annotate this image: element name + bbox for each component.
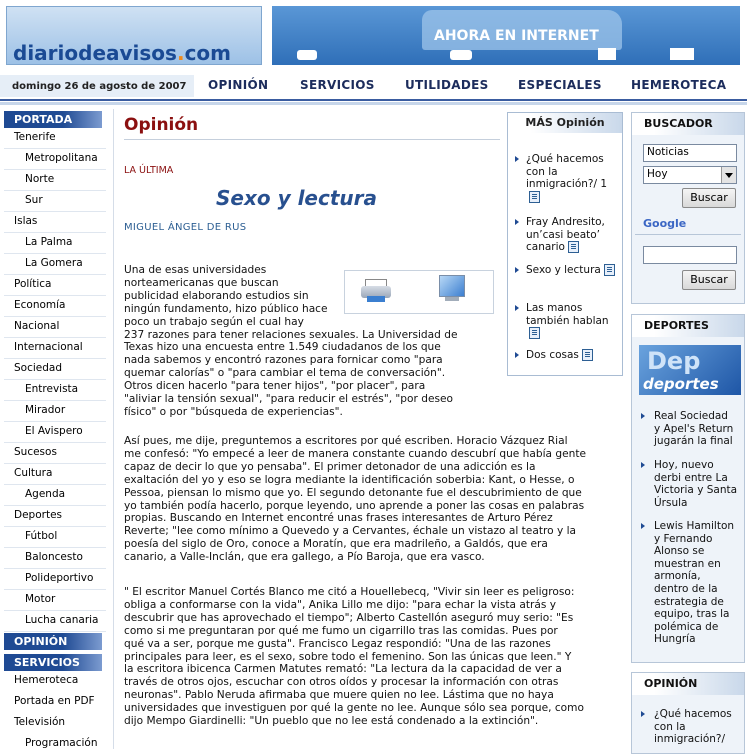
divider [0,99,747,101]
document-icon[interactable] [529,327,540,339]
bullet-icon [515,352,519,358]
link-line: Hoy, nuevo [654,459,714,471]
link-text: también hablan [526,314,609,327]
nav-item-nacional[interactable]: Nacional [14,320,60,332]
nav-separator [4,610,106,611]
nav-separator [4,484,106,485]
link-line [526,264,616,277]
link-line: con la [654,720,686,733]
nav-item-polideportivo[interactable]: Polideportivo [25,572,94,584]
article-line: Pessoa, piensan lo mismo que yo. El segundo detonante fue el descubrimiento de que [124,486,582,499]
nav-item-sociedad[interactable]: Sociedad [14,362,63,374]
link-line: derbi entre La [654,471,728,484]
mas-opinion-link[interactable] [526,216,616,254]
car-icon [450,50,472,60]
divider [124,139,500,140]
building-icon [670,48,694,60]
nav-item-fútbol[interactable]: Fútbol [25,530,58,542]
link-line: jugarán la final [654,435,733,448]
article-line: obliga a conformarse con la vida", Anika Lillo me dijo: "para echar la vista atrás y [124,598,557,611]
nav-item-television[interactable]: Televisión [14,716,66,728]
article-line: Reverte; "lee como mínimo a Quevedo y a Cervantes, échale un vistazo al teatro y la [124,525,577,538]
article-paragraph [124,264,457,419]
article-line: físico" o por "búsqueda de experiencias". [124,405,343,418]
article-line: Así pues, me dije, preguntemos a escritores por qué escriben. Horacio Vázquez Rial [124,435,568,447]
deportes-link[interactable] [654,520,744,646]
article-author: MIGUEL ÁNGEL DE RUS [124,222,247,233]
mas-opinion-link[interactable] [526,153,616,203]
article-line: yo también podía hacerlo, porque leyendo, uno aprende a poner las cosas en palabras [124,499,585,512]
link-line [526,241,616,254]
link-text: Sexo y lectura [526,264,601,276]
link-line: Fray Andresito, [526,216,605,228]
article-line: quemar calorías" o "para cambiar el tema de conversación". [124,367,446,380]
article-line: me confesó: "Yo empecé a leer de manera constante cuando descubrí que había gente [124,447,587,460]
document-icon[interactable] [582,349,593,361]
article-line: exaltación del yo y eso se logra mediante la identificación soberbia: Kant, o Hesse, o [124,473,575,486]
link-line: Las manos [526,302,583,314]
bullet-icon [515,305,519,311]
article-line: poesía del siglo de Oro, conoce a Moratín, que era madrileño, a Galdós, que era [124,538,548,551]
nav-item-entrevista[interactable]: Entrevista [25,383,79,395]
nav-separator [4,211,106,212]
link-line: dentro de la [654,582,718,595]
chevron-down-icon[interactable] [721,167,736,183]
link-line [526,349,616,362]
nav-item-lucha-canaria[interactable]: Lucha canaria [25,614,99,626]
mas-opinion-link[interactable] [526,302,616,340]
nav-separator [4,505,106,506]
document-icon[interactable] [604,264,615,276]
nav-separator [4,547,106,548]
nav-separator [4,379,106,380]
nav-item-el-avispero[interactable]: El Avispero [25,425,83,437]
article-line: nada sabemos y encontró razones para fornicar como "para [124,354,443,367]
nav-separator [4,337,106,338]
nav-item-hemeroteca[interactable]: Hemeroteca [14,674,79,686]
link-line: Alonso se [654,545,705,558]
bullet-icon [515,267,519,273]
link-line: estrategia de [654,595,724,608]
link-line: y Apel's Return [654,422,734,435]
nav-separator [4,442,106,443]
link-line: y Fernando [654,532,713,545]
nav-item-programacion[interactable]: Programación [25,737,98,749]
article-paragraph [124,586,584,728]
mas-opinion-title: MÁS Opinión [508,113,622,133]
nav-item-norte[interactable]: Norte [25,173,55,185]
article-line: ningún fundamento, hizo público hace [124,302,328,315]
article-line: Una de esas universidades [124,264,267,276]
ad-banner[interactable] [272,6,740,65]
nav-separator [4,169,106,170]
nav-separator [4,232,106,233]
article-line: como si me preguntaran por qué me fumo un cigarrillo tras las comidas. Pues por [124,624,558,637]
nav-separator [4,358,106,359]
link-line: muestran en [654,557,721,570]
deportes-logo[interactable]: Dep deportes [639,345,741,395]
nav-separator [4,631,106,632]
date-select[interactable] [643,166,737,184]
article-line: capaz de decir lo que yo pensaba". El primer detonador de una adicción es la [124,460,536,473]
bullet-icon [515,156,519,162]
opinion-title: OPINIÓN [632,673,744,695]
deportes-box [631,314,745,663]
nav-item-sur[interactable]: Sur [25,194,43,206]
search-input[interactable]: Noticias [643,144,737,162]
link-line: inmigración?/ [654,733,726,746]
nav-separator [4,463,106,464]
opinion-box [631,672,745,754]
bullet-icon [641,523,645,529]
link-line [526,315,616,340]
car-icon [297,50,317,60]
nav-head-portada[interactable]: PORTADA [4,111,102,128]
search-button[interactable]: Buscar [682,188,736,208]
nav-separator [4,148,106,149]
nav-separator [4,190,106,191]
article-line: "aliviar la tensión sexual", "para reducir el estrés", "por deseo [124,393,453,406]
nav-item-sucesos[interactable]: Sucesos [14,446,57,458]
deportes-link[interactable] [654,410,744,448]
article-line: " El escritor Manuel Cortés Blanco me citó a Houellebecq, "Vivir sin leer es peligroso: [124,586,575,598]
document-icon[interactable] [568,241,579,253]
google-search-button[interactable]: Buscar [682,270,736,290]
banner-text: AHORA EN INTERNET [434,28,599,44]
link-line [526,178,616,203]
deportes-title: DEPORTES [632,315,744,337]
nav-separator [4,421,106,422]
nav-item-internacional[interactable]: Internacional [14,341,83,353]
link-line: ¿Qué hacemos [654,708,732,720]
link-line: ¿Qué hacemos [526,153,604,165]
divider [0,102,747,105]
house-icon [598,48,616,60]
article-line: canario, a Valle-Inclán, que era gallego, a Pío Baroja, que era vasco. [124,551,485,564]
article-line: través de otros ojos, escuchar con otros oídos y procesar la información con otras [124,676,559,689]
top-menu [196,72,742,98]
menu-hemeroteca[interactable]: HEMEROTECA [631,78,727,92]
link-line: Victoria y Santa [654,484,738,497]
article-line: neuronas". Pablo Neruda afirmaba que muere quien no lee. Lástima que no haya [124,689,554,702]
article-kicker: LA ÚLTIMA [124,165,174,176]
search-title: BUSCADOR [632,113,744,135]
article-line: principales para leer, es el sexo, sobre todo el femenino. Son las únicas que leen." Y [124,650,572,663]
google-search-input[interactable] [643,246,737,264]
nav-item-la-gomera[interactable]: La Gomera [25,257,83,269]
menu-utilidades[interactable]: UTILIDADES [405,78,489,92]
article-line: propias. Buscando en Internet encontré unas frases interesantes de Arturo Pérez [124,512,553,525]
menu-servicios[interactable]: SERVICIOS [300,78,375,92]
nav-separator [4,295,106,296]
nav-head-opinion[interactable]: OPINIÓN [4,633,102,650]
link-text: inmigración?/ 1 [526,178,608,190]
nav-separator [4,568,106,569]
nav-head-servicios[interactable]: SERVICIOS [4,654,102,671]
nav-item-portada-pdf[interactable]: Portada en PDF [14,695,95,707]
section-title: Opinión [124,115,199,135]
bullet-icon [641,711,645,717]
link-line: Real Sociedad [654,410,728,422]
mas-opinion-link[interactable] [526,264,616,277]
article-headline: Sexo y lectura [216,186,378,210]
nav-item-metropolitana[interactable]: Metropolitana [25,152,98,164]
link-line: un’casi beato’ [526,228,601,241]
article-line: Otros dicen hacerlo "para tener hijos", "por placer", para [124,380,426,393]
article-line: poco un trabajo según el cual hay [124,315,304,328]
date-select-value: Hoy [647,168,668,180]
nav-separator [4,589,106,590]
nav-item-agenda[interactable]: Agenda [25,488,66,500]
nav-item-cultura[interactable]: Cultura [14,467,53,479]
google-logo: Google [643,217,687,230]
article-line: universidades que investiguen por qué la gente no lee. Aunque sólo sea porque, como [124,702,584,715]
link-line: Úrsula [654,496,688,509]
nav-item-política[interactable]: Política [14,278,52,290]
link-line: con la [526,165,558,178]
logo-wordmark: diariodeavisos.com [13,41,231,65]
article-line: dijo Mempo Giardinelli: "Un pueblo que no lee está condenado a la extinción". [124,715,539,728]
menu-especiales[interactable]: ESPECIALES [518,78,602,92]
site-logo[interactable] [6,6,262,65]
article-line: descubrir que has aprovechado el tiempo"; Alberto Castellón aseguró muy serio: "Es [124,611,574,624]
opinion-link[interactable] [654,708,744,746]
nav-separator [4,274,106,275]
bullet-icon [515,219,519,225]
nav-separator [4,253,106,254]
nav-item-islas[interactable]: Islas [14,215,38,227]
article-line: Texas hizo una encuesta entre 1.549 ciudadanos de los que [124,341,441,354]
article-paragraph [124,435,586,564]
nav-item-baloncesto[interactable]: Baloncesto [25,551,83,563]
mas-opinion-box [507,112,623,376]
nav-separator [4,400,106,401]
nav-separator [4,316,106,317]
article-line: la escritora ibicenca Carmen Matutes remató: "La lectura da la capacidad de ver a [124,663,562,676]
bullet-icon [641,413,645,419]
nav-item-motor[interactable]: Motor [25,593,56,605]
nav-item-deportes[interactable]: Deportes [14,509,62,521]
nav-separator [4,526,106,527]
article-line: publicidad elaborando estudios sin [124,289,309,302]
bullet-icon [641,462,645,468]
link-line: Hungría [654,633,696,646]
article-line: 237 razones para tener relaciones sexuales. La Universidad de [124,328,458,341]
menu-opinion[interactable]: OPINIÓN [208,78,269,92]
nav-item-la-palma[interactable]: La Palma [25,236,73,248]
divider [635,234,741,235]
link-text: Dos cosas [526,349,579,361]
link-line: equipo, tras la [654,608,730,621]
link-line: polémica de [654,620,719,633]
deportes-link[interactable] [654,459,744,509]
article-line: norteamericanas que buscan [124,276,279,289]
left-navigation [0,109,114,749]
link-line: armonía, [654,570,701,583]
link-line: Lewis Hamilton [654,520,735,532]
search-box [631,112,745,304]
link-text: canario [526,241,565,253]
nav-item-mirador[interactable]: Mirador [25,404,66,416]
divider [113,109,114,749]
article-line: qué va a ser, porque me gusta". Francisco Legaz respondió: "Una de las razones [124,637,551,650]
nav-item-economía[interactable]: Economía [14,299,66,311]
mas-opinion-link[interactable] [526,349,616,362]
nav-item-tenerife[interactable]: Tenerife [14,131,56,143]
current-date: domingo 26 de agosto de 2007 [12,81,187,92]
document-icon[interactable] [529,191,540,203]
